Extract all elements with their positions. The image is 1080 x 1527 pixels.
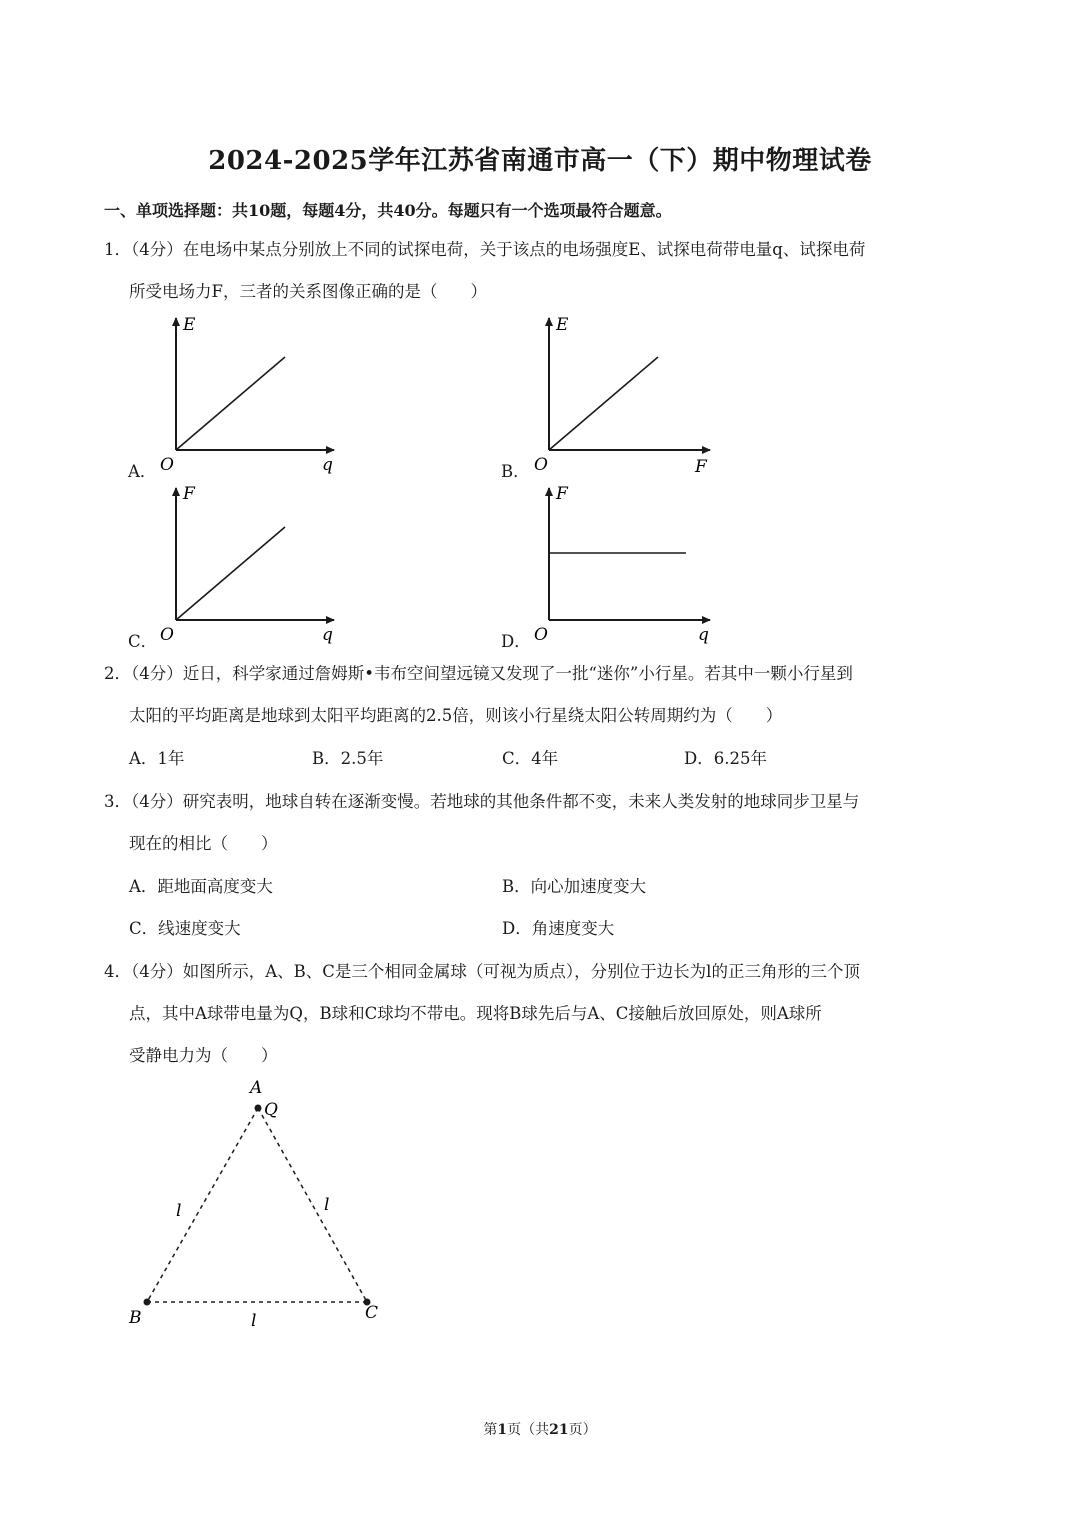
question-4-line-2: 点，其中A球带电量为Q，B球和C球均不带电。现将B球先后与A、C接触后放回原处，则A球所 bbox=[129, 1004, 822, 1023]
question-3-option-a: A．距地面高度变大 bbox=[129, 877, 273, 896]
side-bc-label: l bbox=[251, 1311, 257, 1331]
question-2-option-c: C．4年 bbox=[502, 749, 559, 768]
graph-a-y-label: E bbox=[183, 315, 196, 335]
graph-a-line bbox=[176, 357, 285, 450]
graph-a-option-label: A． bbox=[128, 462, 157, 481]
graph-a bbox=[160, 315, 334, 475]
graph-d-option-label: D． bbox=[501, 632, 531, 651]
question-2-line-1: 2．（4分）近日，科学家通过詹姆斯•韦布空间望远镜又发现了一批“迷你”小行星。若其中一颗小行星到 bbox=[104, 664, 853, 683]
question-4-figure bbox=[128, 1078, 378, 1331]
graph-c-line bbox=[176, 527, 285, 620]
graph-b-option-label: B． bbox=[501, 462, 530, 481]
question-3-line-2: 现在的相比（ ） bbox=[129, 834, 278, 853]
question-4-line-3: 受静电力为（ ） bbox=[129, 1046, 278, 1065]
footer-total-pages: 21 bbox=[549, 1422, 569, 1438]
graph-c bbox=[160, 484, 334, 645]
graph-b-y-label: E bbox=[556, 315, 569, 335]
footer-mid: 页（共 bbox=[507, 1422, 550, 1438]
vertex-a-label: A bbox=[250, 1078, 263, 1098]
footer-pre: 第 bbox=[483, 1422, 498, 1438]
ball-a bbox=[255, 1105, 262, 1112]
side-ab bbox=[147, 1108, 258, 1302]
graph-b-line bbox=[549, 357, 658, 450]
page-title: 2024-2025学年江苏省南通市高一（下）期中物理试卷 bbox=[208, 146, 872, 176]
question-2-option-b: B．2.5年 bbox=[312, 749, 384, 768]
graph-c-option-label: C． bbox=[128, 632, 158, 651]
graph-c-y-label: F bbox=[183, 484, 195, 504]
question-1-line-1: 1．（4分）在电场中某点分别放上不同的试探电荷，关于该点的电场强度E、试探电荷带电量q、试探电荷 bbox=[104, 240, 866, 259]
side-ac-label: l bbox=[324, 1195, 330, 1215]
footer-post: 页） bbox=[568, 1422, 597, 1438]
graph-b-x-label: F bbox=[695, 457, 707, 477]
charge-a-label: Q bbox=[264, 1100, 278, 1120]
graph-d bbox=[534, 484, 710, 645]
graph-b bbox=[534, 315, 710, 477]
page-footer bbox=[0, 1419, 1080, 1439]
question-1-line-2: 所受电场力F，三者的关系图像正确的是（ ） bbox=[129, 282, 487, 301]
question-3-line-1: 3．（4分）研究表明，地球自转在逐渐变慢。若地球的其他条件都不变，未来人类发射的地球同步卫星与 bbox=[104, 792, 860, 811]
graph-d-origin: O bbox=[534, 625, 548, 645]
graph-d-x-label: q bbox=[698, 625, 709, 645]
question-2-option-d: D．6.25年 bbox=[684, 749, 767, 768]
footer-page-number: 1 bbox=[497, 1422, 508, 1438]
vertex-c-label: C bbox=[365, 1303, 379, 1323]
question-2-line-2: 太阳的平均距离是地球到太阳平均距离的2.5倍，则该小行星绕太阳公转周期约为（ ） bbox=[129, 706, 783, 725]
vertex-b-label: B bbox=[129, 1308, 142, 1328]
ball-b bbox=[144, 1299, 151, 1306]
side-ab-label: l bbox=[176, 1201, 182, 1221]
graph-d-y-label: F bbox=[556, 484, 568, 504]
section-heading: 一、单项选择题：共10题，每题4分，共40分。每题只有一个选项最符合题意。 bbox=[104, 201, 672, 220]
question-3-option-b: B．向心加速度变大 bbox=[502, 877, 647, 896]
question-2-option-a: A．1年 bbox=[129, 749, 185, 768]
graph-c-x-label: q bbox=[322, 625, 333, 645]
graph-c-origin: O bbox=[160, 625, 174, 645]
graph-b-origin: O bbox=[534, 455, 548, 475]
question-3-option-d: D．角速度变大 bbox=[502, 919, 615, 938]
side-ac bbox=[258, 1108, 367, 1302]
question-4-line-1: 4．（4分）如图所示，A、B、C是三个相同金属球（可视为质点），分别位于边长为l的正三角形的三个顶 bbox=[104, 962, 860, 981]
graph-a-origin: O bbox=[160, 455, 174, 475]
question-3-option-c: C．线速度变大 bbox=[129, 919, 241, 938]
graph-a-x-label: q bbox=[322, 455, 333, 475]
